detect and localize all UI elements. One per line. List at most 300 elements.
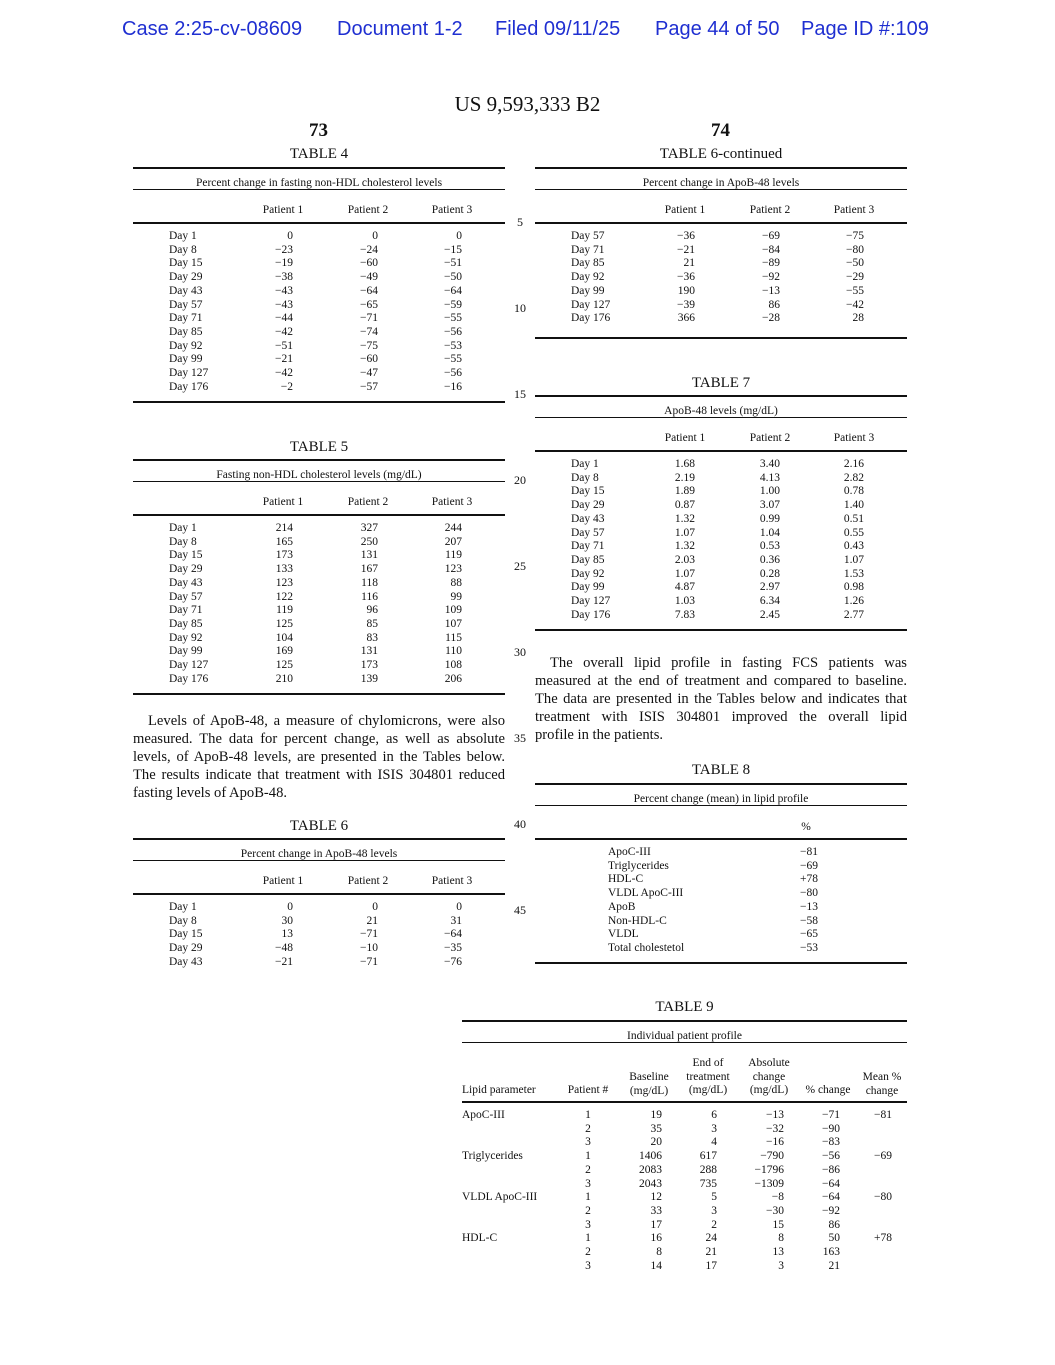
- row-value: −80: [800, 887, 818, 900]
- table6c-header-patient2: Patient 2: [749, 204, 791, 216]
- row-patient3: 28: [852, 312, 864, 325]
- row-patient3: −55: [846, 284, 864, 297]
- table-row: [133, 312, 505, 326]
- row-baseline: 2043: [639, 1177, 662, 1190]
- row-patient1: −2: [280, 380, 293, 393]
- row-pct-change: −64: [822, 1191, 840, 1204]
- row-day: Day 99: [169, 353, 203, 366]
- row-patient: 1: [585, 1232, 591, 1245]
- row-baseline: 12: [650, 1191, 662, 1204]
- row-parameter: HDL-C: [608, 873, 644, 886]
- table6: [133, 838, 505, 973]
- row-patient1: −21: [677, 243, 695, 256]
- row-patient3: −50: [846, 257, 864, 270]
- row-patient1: −48: [275, 942, 293, 955]
- row-absolute-change: −1796: [754, 1163, 784, 1176]
- row-patient2: 1.04: [759, 526, 780, 539]
- header-line: Baseline: [629, 1071, 669, 1083]
- table6c-title: TABLE 6-continued: [659, 146, 783, 162]
- row-day: Day 15: [571, 485, 605, 498]
- table-row: [535, 458, 907, 472]
- row-patient2: 0.28: [759, 567, 780, 580]
- table-row: [133, 673, 505, 687]
- row-patient2: −24: [360, 243, 378, 256]
- table7-header-patient3: Patient 3: [833, 432, 875, 444]
- row-patient: 3: [585, 1136, 591, 1149]
- row-day: Day 99: [571, 284, 605, 297]
- row-end-of-treatment: 21: [705, 1246, 717, 1258]
- row-patient1: 173: [275, 549, 293, 562]
- row-day: Day 1: [169, 230, 197, 242]
- row-absolute-change: −790: [760, 1150, 784, 1163]
- table-row: [133, 604, 505, 618]
- row-day: Day 15: [169, 928, 203, 941]
- row-patient1: −43: [275, 298, 293, 311]
- row-patient2: 131: [360, 645, 378, 658]
- paragraph-line: The overall lipid profile in fasting FCS patients was: [550, 655, 907, 671]
- row-patient2: −75: [360, 339, 378, 352]
- row-patient1: −42: [275, 367, 293, 379]
- row-patient3: 107: [444, 617, 462, 630]
- table7: [535, 395, 907, 632]
- row-patient3: 0: [456, 230, 462, 242]
- row-parameter: Total cholestetol: [608, 941, 685, 954]
- table9-header-mean-change: [858, 1071, 906, 1098]
- row-patient1: −38: [275, 271, 293, 284]
- row-patient2: 0.53: [759, 540, 780, 553]
- row-end-of-treatment: 288: [699, 1163, 717, 1176]
- table-row: [535, 285, 907, 299]
- row-patient2: −71: [360, 312, 378, 325]
- row-baseline: 1406: [639, 1150, 662, 1163]
- table-row: [133, 915, 505, 929]
- row-patient3: −56: [444, 325, 462, 338]
- row-patient1: 122: [275, 590, 293, 603]
- row-patient: 1: [585, 1150, 591, 1163]
- row-patient2: −10: [360, 942, 378, 955]
- row-patient2: 2.97: [759, 581, 780, 594]
- row-day: Day 85: [169, 325, 203, 338]
- row-day: Day 176: [571, 312, 611, 325]
- row-day: Day 99: [571, 581, 605, 594]
- document-number: Document 1-2: [337, 18, 463, 40]
- table-row: [133, 271, 505, 285]
- filed-date: Filed 09/11/25: [495, 18, 621, 40]
- row-patient: 1: [585, 1191, 591, 1204]
- row-value: +78: [800, 873, 818, 886]
- table8-caption: Percent change (mean) in lipid profile: [633, 793, 809, 805]
- table-row: [133, 299, 505, 313]
- row-baseline: 8: [656, 1246, 662, 1258]
- table-row: [462, 1191, 907, 1205]
- paragraph-line: The results indicate that treatment with ISIS 304801 reduced: [133, 767, 505, 783]
- patent-number: US 9,593,333 B2: [454, 92, 601, 116]
- table-row: [133, 549, 505, 563]
- row-patient1: 104: [275, 631, 293, 644]
- row-day: Day 127: [169, 367, 209, 379]
- row-value: −69: [800, 859, 818, 872]
- row-absolute-change: −1309: [754, 1177, 784, 1190]
- table-row: [462, 1136, 907, 1150]
- row-absolute-change: 3: [778, 1259, 784, 1272]
- row-patient2: −71: [360, 928, 378, 941]
- row-patient1: 0.87: [674, 499, 695, 512]
- row-patient2: −60: [360, 257, 378, 270]
- row-patient3: 31: [450, 914, 462, 927]
- row-baseline: 33: [650, 1204, 662, 1217]
- table-row: [133, 257, 505, 271]
- row-patient1: 21: [683, 257, 695, 270]
- row-patient3: −50: [444, 271, 462, 284]
- header-line: change: [865, 1084, 899, 1097]
- header-line: (mg/dL): [749, 1084, 789, 1096]
- row-day: Day 29: [571, 499, 605, 512]
- table4: [133, 167, 505, 403]
- row-baseline: 19: [650, 1109, 662, 1121]
- table8-header-percent: %: [801, 821, 811, 833]
- row-patient2: −65: [360, 298, 378, 311]
- column-number-right: 74: [711, 120, 730, 141]
- table-row: [535, 513, 907, 527]
- row-patient1: 125: [275, 659, 293, 671]
- row-end-of-treatment: 617: [699, 1150, 717, 1163]
- row-patient2: −57: [360, 380, 378, 393]
- row-day: Day 176: [169, 672, 209, 685]
- row-patient3: 206: [444, 672, 462, 685]
- row-patient3: 207: [444, 535, 462, 548]
- paragraph-line: profile in the patients.: [535, 727, 664, 743]
- row-patient3: −55: [444, 353, 462, 366]
- court-filing-header: [0, 18, 1055, 46]
- header-line: End of: [692, 1057, 724, 1069]
- table-row: [462, 1205, 907, 1219]
- row-patient: 2: [585, 1163, 591, 1176]
- table-row: [133, 522, 505, 536]
- table6c-caption: Percent change in ApoB-48 levels: [642, 177, 800, 189]
- row-day: Day 92: [571, 567, 605, 580]
- table4-title: TABLE 4: [289, 146, 349, 162]
- row-patient2: 6.34: [759, 595, 780, 607]
- table8-title: TABLE 8: [691, 762, 751, 778]
- table9-header-pct-change: % change: [805, 1084, 851, 1096]
- table-row: [535, 230, 907, 244]
- row-day: Day 1: [169, 901, 197, 913]
- column-number-left: 73: [309, 120, 328, 141]
- line-number: 25: [514, 559, 526, 573]
- row-patient2: 96: [366, 604, 378, 617]
- row-patient: 3: [585, 1259, 591, 1272]
- table-row: [462, 1150, 907, 1164]
- table-row: [535, 915, 907, 929]
- header-line: Mean %: [862, 1071, 902, 1083]
- line-number: 10: [514, 301, 526, 315]
- row-parameter: HDL-C: [462, 1232, 498, 1245]
- line-number: 45: [514, 903, 526, 917]
- header-line: (mg/dL): [629, 1084, 669, 1097]
- row-patient1: 190: [677, 284, 695, 297]
- row-patient3: 0.55: [843, 526, 864, 539]
- row-parameter: ApoC-III: [462, 1109, 505, 1121]
- table4-header-patient1: Patient 1: [262, 204, 304, 216]
- row-end-of-treatment: 24: [705, 1232, 717, 1245]
- table-row: [535, 581, 907, 595]
- row-day: Day 15: [169, 549, 203, 562]
- row-patient1: −51: [275, 339, 293, 352]
- table5: [133, 459, 505, 695]
- table-row: [535, 595, 907, 609]
- table9-header-absolute-change: [742, 1057, 796, 1098]
- row-day: Day 15: [169, 257, 203, 270]
- paragraph-lipid-profile-intro: [535, 654, 907, 744]
- row-day: Day 85: [571, 553, 605, 566]
- row-pct-change: −90: [822, 1122, 840, 1135]
- row-parameter: ApoB: [608, 900, 636, 913]
- table-row: [133, 901, 505, 915]
- table-row: [535, 942, 907, 956]
- row-baseline: 16: [650, 1232, 662, 1245]
- row-absolute-change: −32: [766, 1122, 784, 1135]
- table4-header-patient3: Patient 3: [431, 204, 473, 216]
- row-value: −13: [800, 900, 818, 913]
- row-patient: 2: [585, 1122, 591, 1135]
- row-day: Day 43: [571, 512, 605, 525]
- row-mean-change: +78: [874, 1232, 892, 1245]
- table-row: [133, 591, 505, 605]
- row-mean-change: −69: [874, 1150, 892, 1163]
- row-day: Day 57: [571, 526, 605, 539]
- row-day: Day 57: [169, 590, 203, 603]
- row-pct-change: −92: [822, 1204, 840, 1217]
- row-patient1: 214: [275, 522, 293, 534]
- paragraph-line: measured at the end of treatment and compared to baseline.: [535, 673, 907, 689]
- row-day: Day 1: [169, 522, 197, 534]
- table7-header-patient2: Patient 2: [749, 432, 791, 444]
- row-day: Day 8: [169, 535, 197, 548]
- row-patient2: 116: [361, 590, 378, 603]
- table-row: [535, 846, 907, 860]
- row-absolute-change: −30: [766, 1204, 784, 1217]
- table-row: [462, 1260, 907, 1274]
- row-patient2: −69: [762, 230, 780, 242]
- row-day: Day 127: [571, 298, 611, 311]
- row-patient1: −42: [275, 325, 293, 338]
- row-baseline: 35: [650, 1122, 662, 1135]
- row-patient2: 4.13: [759, 471, 780, 484]
- table-row: [535, 257, 907, 271]
- row-baseline: 2083: [639, 1163, 662, 1176]
- table-row: [133, 956, 505, 970]
- row-patient3: 1.07: [843, 553, 864, 566]
- row-patient1: 123: [275, 576, 293, 589]
- row-patient2: 3.40: [759, 458, 780, 470]
- table-row: [133, 285, 505, 299]
- paragraph-line: The data are presented in the Tables below and indicates that: [535, 691, 907, 707]
- row-patient3: 119: [445, 549, 462, 562]
- row-patient3: −56: [444, 367, 462, 379]
- row-patient3: −64: [444, 928, 462, 941]
- row-patient1: 1.89: [674, 485, 695, 498]
- table-row: [133, 659, 505, 673]
- row-patient1: 13: [281, 928, 293, 941]
- row-patient2: 85: [366, 617, 378, 630]
- row-patient1: 165: [275, 535, 293, 548]
- row-patient: 2: [585, 1246, 591, 1258]
- row-value: −58: [800, 914, 818, 927]
- table6-header-patient2: Patient 2: [347, 875, 389, 887]
- page-count: Page 44 of 50: [655, 18, 780, 40]
- row-patient1: 1.07: [674, 567, 695, 580]
- row-patient3: 109: [444, 604, 462, 617]
- row-day: Day 43: [169, 284, 203, 297]
- row-patient2: −84: [762, 243, 780, 256]
- paragraph-line: fasting levels of ApoB-48.: [133, 785, 288, 801]
- table-row: [133, 928, 505, 942]
- row-patient3: 1.26: [843, 595, 864, 607]
- row-day: Day 43: [169, 955, 203, 968]
- row-patient2: 1.00: [759, 485, 780, 498]
- row-patient1: 210: [275, 672, 293, 685]
- row-patient1: 2.19: [674, 471, 695, 484]
- row-day: Day 29: [169, 942, 203, 955]
- row-patient1: −44: [275, 312, 293, 325]
- row-pct-change: −64: [822, 1177, 840, 1190]
- paragraph-apob48-intro: [133, 712, 505, 802]
- row-absolute-change: −13: [766, 1109, 784, 1121]
- row-patient: 1: [585, 1109, 591, 1121]
- row-day: Day 99: [169, 645, 203, 658]
- table5-header-patient3: Patient 3: [431, 496, 473, 508]
- table-row: [133, 536, 505, 550]
- row-patient1: 1.68: [674, 458, 695, 470]
- row-patient1: 7.83: [674, 608, 695, 621]
- row-patient3: −59: [444, 298, 462, 311]
- row-pct-change: −71: [822, 1109, 840, 1121]
- row-patient2: 118: [361, 576, 378, 589]
- row-absolute-change: 8: [778, 1232, 784, 1245]
- table-row: [535, 472, 907, 486]
- table5-title: TABLE 5: [289, 439, 349, 455]
- row-patient2: 250: [360, 535, 378, 548]
- row-value: −65: [800, 928, 818, 941]
- header-line: change: [752, 1070, 786, 1083]
- row-patient2: −49: [360, 271, 378, 284]
- table-row: [133, 942, 505, 956]
- row-parameter: Triglycerides: [608, 859, 669, 872]
- row-day: Day 29: [169, 271, 203, 284]
- row-patient2: −64: [360, 284, 378, 297]
- row-patient1: 30: [281, 914, 293, 927]
- row-absolute-change: 13: [772, 1246, 784, 1258]
- row-baseline: 20: [650, 1136, 662, 1149]
- row-patient1: 2.03: [674, 553, 695, 566]
- row-end-of-treatment: 2: [711, 1218, 717, 1231]
- table6c-header-patient1: Patient 1: [664, 204, 706, 216]
- row-day: Day 85: [169, 617, 203, 630]
- row-end-of-treatment: 3: [711, 1204, 717, 1217]
- row-patient3: 88: [450, 576, 462, 589]
- row-patient1: −21: [275, 353, 293, 366]
- row-patient1: 1.07: [674, 526, 695, 539]
- table-row: [133, 353, 505, 367]
- row-day: Day 57: [169, 298, 203, 311]
- row-patient3: 0.98: [843, 581, 864, 594]
- table-row: [462, 1164, 907, 1178]
- header-line: (mg/dL): [688, 1084, 728, 1096]
- table9-header-baseline: [622, 1071, 676, 1098]
- row-day: Day 71: [169, 312, 203, 325]
- header-line: treatment: [686, 1070, 730, 1083]
- table-row: [535, 568, 907, 582]
- row-absolute-change: −16: [766, 1136, 784, 1149]
- row-patient2: 167: [360, 563, 378, 576]
- table-row: [133, 577, 505, 591]
- row-end-of-treatment: 4: [711, 1136, 717, 1149]
- row-patient2: −47: [360, 367, 378, 379]
- row-mean-change: −80: [874, 1191, 892, 1204]
- row-patient3: −75: [846, 230, 864, 242]
- row-patient1: 1.32: [674, 512, 695, 525]
- row-patient1: 4.87: [674, 581, 695, 594]
- table-row: [535, 312, 907, 326]
- table6-caption: Percent change in ApoB-48 levels: [240, 848, 398, 860]
- row-patient2: 0: [372, 230, 378, 242]
- table-row: [535, 299, 907, 313]
- table5-caption: Fasting non-HDL cholesterol levels (mg/dL): [216, 469, 422, 481]
- row-parameter: Triglycerides: [462, 1150, 523, 1163]
- row-patient1: −36: [677, 230, 695, 242]
- row-patient2: 21: [366, 914, 378, 927]
- row-day: Day 71: [169, 604, 203, 617]
- row-parameter: ApoC-III: [608, 846, 651, 858]
- row-patient2: −60: [360, 353, 378, 366]
- table-row: [133, 645, 505, 659]
- case-number: Case 2:25-cv-08609: [122, 18, 303, 40]
- header-line: Absolute: [748, 1057, 790, 1069]
- row-patient2: 2.45: [759, 608, 780, 621]
- line-number: 5: [517, 215, 523, 229]
- row-pct-change: 21: [828, 1259, 840, 1272]
- row-patient1: −19: [275, 257, 293, 270]
- row-patient3: −51: [444, 257, 462, 270]
- row-patient3: −64: [444, 284, 462, 297]
- table6-header-patient3: Patient 3: [431, 875, 473, 887]
- line-number: 20: [514, 473, 526, 487]
- row-patient3: 0: [456, 901, 462, 913]
- row-patient1: 0: [287, 230, 293, 242]
- row-value: −81: [800, 846, 818, 858]
- row-value: −53: [800, 941, 818, 954]
- table-row: [535, 887, 907, 901]
- row-patient1: 366: [677, 312, 695, 325]
- row-patient2: −28: [762, 312, 780, 325]
- row-patient: 3: [585, 1177, 591, 1190]
- row-baseline: 14: [650, 1259, 662, 1272]
- row-patient1: 0: [287, 901, 293, 913]
- table4-caption: Percent change in fasting non-HDL cholesterol levels: [195, 177, 443, 189]
- table8: [535, 783, 907, 965]
- page-id: Page ID #:109: [801, 18, 929, 40]
- row-patient3: −42: [846, 298, 864, 311]
- table-row: [462, 1232, 907, 1246]
- row-day: Day 29: [169, 563, 203, 576]
- row-patient2: 86: [768, 298, 780, 311]
- table-row: [535, 609, 907, 623]
- table-row: [535, 554, 907, 568]
- row-mean-change: −81: [874, 1109, 892, 1121]
- row-day: Day 176: [571, 608, 611, 621]
- row-patient1: −23: [275, 243, 293, 256]
- table7-header-patient1: Patient 1: [664, 432, 706, 444]
